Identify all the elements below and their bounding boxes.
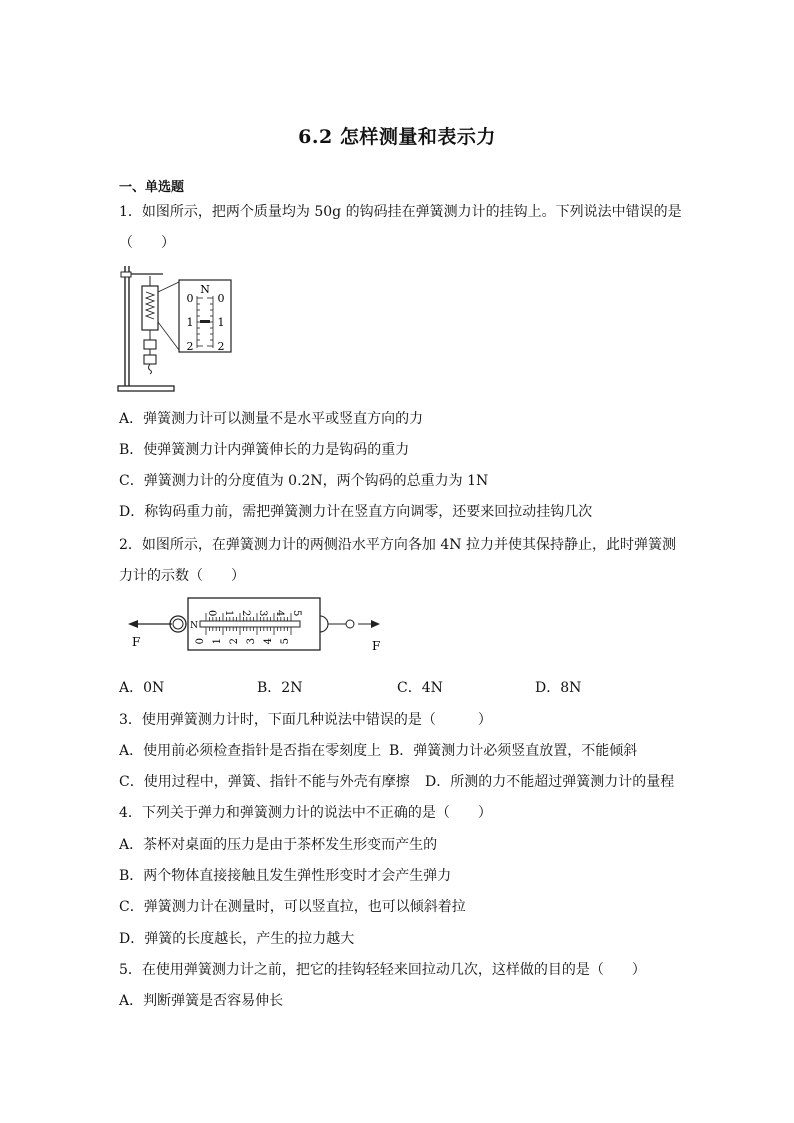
q4-option-a: A．茶杯对桌面的压力是由于茶杯发生形变而产生的	[119, 837, 438, 853]
q2-bottom-tick-3: 3	[246, 638, 257, 645]
q1-tick-2-right: 2	[217, 340, 225, 353]
section-heading: 一、单选题	[119, 180, 185, 195]
q3-option-c: C．使用过程中，弹簧、指针不能与外壳有摩擦	[119, 774, 410, 790]
q1-stem: 1．如图所示，把两个质量均为 50g 的钩码挂在弹簧测力计的挂钩上。下列说法中错误的是	[119, 204, 682, 220]
q2-figure-horizontal-spring-scale	[126, 592, 388, 658]
q2-body-unit: N	[190, 621, 198, 631]
q4-option-c: C．弹簧测力计在测量时，可以竖直拉，也可以倾斜着拉	[119, 899, 466, 915]
q5-option-a: A．判断弹簧是否容易伸长	[119, 993, 284, 1009]
q1-option-b: B．使弹簧测力计内弹簧伸长的力是钩码的重力	[119, 442, 410, 458]
q2-option-b: B．2N	[257, 680, 303, 696]
q1-option-c: C．弹簧测力计的分度值为 0.2N，两个钩码的总重力为 1N	[119, 473, 489, 489]
q5-stem: 5．在使用弹簧测力计之前，把它的挂钩轻轻来回拉动几次，这样做的目的是（ ）	[119, 962, 646, 978]
q2-stem-cont: 力计的示数（ ）	[119, 568, 245, 584]
q2-option-a: A．0N	[119, 680, 165, 696]
q3-option-b: B．弹簧测力计必须竖直放置，不能倾斜	[389, 743, 638, 759]
q1-figure-spring-scale-stand	[117, 262, 237, 394]
q1-tick-0-right: 0	[217, 292, 225, 305]
q2-bottom-tick-4: 4	[263, 638, 274, 645]
q1-figure-unit: N	[200, 283, 210, 296]
q2-option-d: D．8N	[535, 680, 582, 696]
q1-tick-2-left: 2	[186, 340, 194, 353]
q2-bottom-tick-5: 5	[280, 638, 291, 645]
q3-option-d: D．所测的力不能超过弹簧测力计的量程	[425, 774, 675, 790]
page-title: 6.2 怎样测量和表示力	[298, 126, 496, 148]
q4-option-d: D．弹簧的长度越长，产生的拉力越大	[119, 931, 355, 947]
q2-top-tick-2: 2	[240, 610, 251, 617]
q2-stem: 2．如图所示，在弹簧测力计的两侧沿水平方向各加 4N 拉力并使其保持静止，此时弹簧测	[119, 537, 676, 553]
q2-top-tick-0: 0	[206, 610, 217, 617]
q2-bottom-tick-1: 1	[212, 638, 223, 645]
q2-bottom-tick-2: 2	[229, 638, 240, 645]
q2-force-left-label: F	[132, 635, 141, 649]
q2-top-tick-5: 5	[291, 610, 302, 617]
q2-top-tick-1: 1	[223, 610, 234, 617]
q2-top-tick-3: 3	[257, 610, 268, 617]
q1-paren: （ ）	[119, 235, 175, 251]
q1-option-d: D．称钩码重力前，需把弹簧测力计在竖直方向调零，还要来回拉动挂钩几次	[119, 504, 593, 520]
q2-top-tick-4: 4	[274, 610, 285, 617]
q1-figure-pointer	[200, 320, 210, 323]
q2-force-right-label: F	[372, 639, 381, 653]
q2-option-c: C．4N	[397, 680, 443, 696]
q1-tick-0-left: 0	[186, 292, 194, 305]
q4-stem: 4．下列关于弹力和弹簧测力计的说法中不正确的是（ ）	[119, 805, 492, 821]
q1-tick-1-right: 1	[217, 316, 225, 329]
q2-bottom-tick-0: 0	[195, 638, 206, 645]
q1-option-a: A．弹簧测力计可以测量不是水平或竖直方向的力	[119, 411, 424, 427]
q4-option-b: B．两个物体直接接触且发生弹性形变时才会产生弹力	[119, 868, 452, 884]
q3-stem: 3．使用弹簧测力计时，下面几种说法中错误的是（ ）	[119, 712, 492, 728]
q3-option-a: A．使用前必须检查指针是否指在零刻度上	[119, 743, 382, 759]
q1-tick-1-left: 1	[186, 316, 194, 329]
